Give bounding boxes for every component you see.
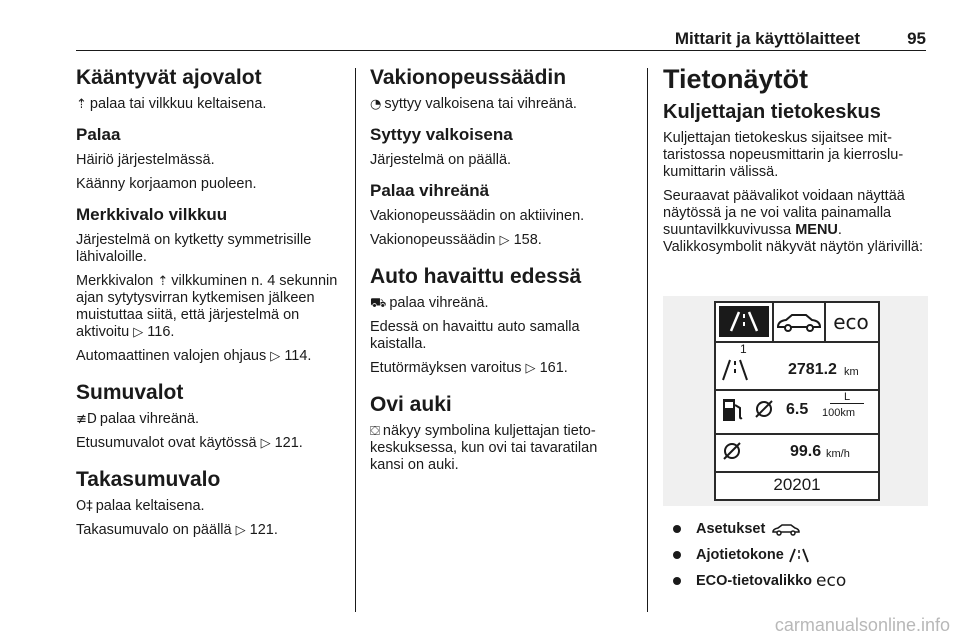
rear-fog-icon: O‡ [76,499,93,514]
page-header [76,0,926,51]
text: Häiriö järjestelmässä. [76,152,215,168]
speed-unit: km/h [826,448,850,460]
text: Vakionopeussäädin ▷ 158. [370,232,542,248]
odometer-unit: km [844,366,859,378]
display-illustration [663,296,928,506]
column-2 [370,62,632,481]
text: Automaattinen valojen ohjaus ▷ 114. [76,348,312,364]
column-3 [663,62,928,263]
menu-list [663,516,928,594]
trip-number: 1 [740,342,747,356]
cluster-display [714,301,880,501]
eco-icon: eco [816,571,847,591]
list-item: ECO-tietovalikko eco [663,568,928,594]
heading-info-displays: Tietonäytöt [663,64,809,94]
text: palaa vihreänä. [99,411,200,427]
road-icon [719,306,769,337]
speed-value: 99.6 [790,443,822,460]
consumption-unit-bottom: 100km [822,407,856,419]
text: syttyy valkoisena tai vihreänä. [384,96,577,112]
text: Edessä on havaittu auto samalla kaistalla. [370,319,580,352]
consumption-unit-top: L [830,391,864,404]
text: Takasumuvalo on päällä ▷ 121. [76,522,278,538]
lamp-icon: ⇡ [157,274,169,289]
page-ref-icon: ▷ [260,436,271,451]
column-1 [76,62,342,546]
text: Kuljettajan tietokeskus sijaitsee mittaristossa nopeusmittarin ja kierroslukumittarin välissä. [663,130,904,180]
list-item: Asetukset [663,516,928,542]
heading-white: Syttyy valkoisena [370,125,513,144]
column-divider [355,68,356,612]
heading-rear-fog: Takasumuvalo [76,468,221,491]
car-outline-icon [771,521,801,537]
text: Merkkivalon ⇡ vilkkuminen n. 4 sekunnin ajan sytytysvirran kytkemisen jälkeen muistuttaa siitä, että järjestelmä on aktivoitu ▷ 116. [76,273,338,340]
header-title: Mittarit ja käyttölaitteet [674,29,860,48]
heading-blink: Merkkivalo vilkkuu [76,205,228,224]
fuel-pump-icon [722,397,744,423]
lamp-icon: ⇡ [76,97,87,112]
car-front-icon: ⛟ [370,296,387,311]
page-number: 95 [907,29,926,48]
text: Vakionopeussäädin on aktiivinen. [370,208,585,224]
fog-lamp-icon: ≢D [76,412,97,427]
odometer-row [716,341,878,391]
average-icon [722,441,742,461]
heading-green: Palaa vihreänä [370,181,490,200]
text: palaa tai vilkkuu keltaisena. [89,96,267,112]
heading-door-open: Ovi auki [370,393,452,416]
list-item: Ajotietokone [663,542,928,568]
page-ref-icon: ▷ [133,325,144,340]
tab-trip-computer [719,306,769,337]
page-ref-icon: ▷ [235,523,246,538]
road-icon [787,547,811,563]
road-icon [720,355,750,383]
consumption-value: 6.5 [786,401,809,418]
heading-driver-info-centre: Kuljettajan tietokeskus [663,101,881,123]
heading-vehicle-ahead: Auto havaittu edessä [370,265,582,288]
text: Käänny korjaamon puoleen. [76,176,257,192]
odometer-value: 2781.2 [788,361,837,378]
text: palaa keltaisena. [95,498,205,514]
speed-row [716,433,878,473]
text: palaa vihreänä. [389,295,489,311]
text: Etusumuvalot ovat käytössä ▷ 121. [76,435,303,451]
text: Järjestelmä on päällä. [370,152,512,168]
bullet-icon [673,551,681,559]
heading-on: Palaa [76,125,121,144]
average-icon [754,399,774,419]
consumption-row [716,389,878,435]
tab-eco: eco [833,310,869,334]
display-tabs [716,303,878,343]
bullet-icon [673,577,681,585]
heading-cruise: Vakionopeussäädin [370,66,567,89]
heading-fog: Sumuvalot [76,381,184,404]
column-divider [647,68,648,612]
bullet-icon [673,525,681,533]
menu-keyword: MENU [795,222,838,238]
text: Etutörmäyksen varoitus ▷ 161. [370,360,568,376]
heading-turn-lights: Kääntyvät ajovalot [76,66,262,89]
car-outline-icon [774,303,824,341]
text: näkyy symbolina kuljettajan tietokeskuksessa, kun ovi tai tavaratilan kansi on auki. [370,423,598,473]
display-footer: 20201 [773,475,821,494]
speedometer-icon: ◔ [370,97,382,112]
door-open-icon: ⛋ [370,424,380,439]
text: Järjestelmä on kytketty symmetrisille lähivaloille. [76,232,312,265]
page-ref-icon: ▷ [270,349,281,364]
page-ref-icon: ▷ [525,361,536,376]
tab-settings [772,303,826,341]
text: Seuraavat päävalikot voidaan näyttää näytössä ja ne voi valita painamalla suuntavilkkuvivussa MENU. Valikkosymbolit näkyvät näytön ylärivillä: [663,188,924,255]
watermark: carmanualsonline.info [774,615,950,635]
page-ref-icon: ▷ [499,233,510,248]
